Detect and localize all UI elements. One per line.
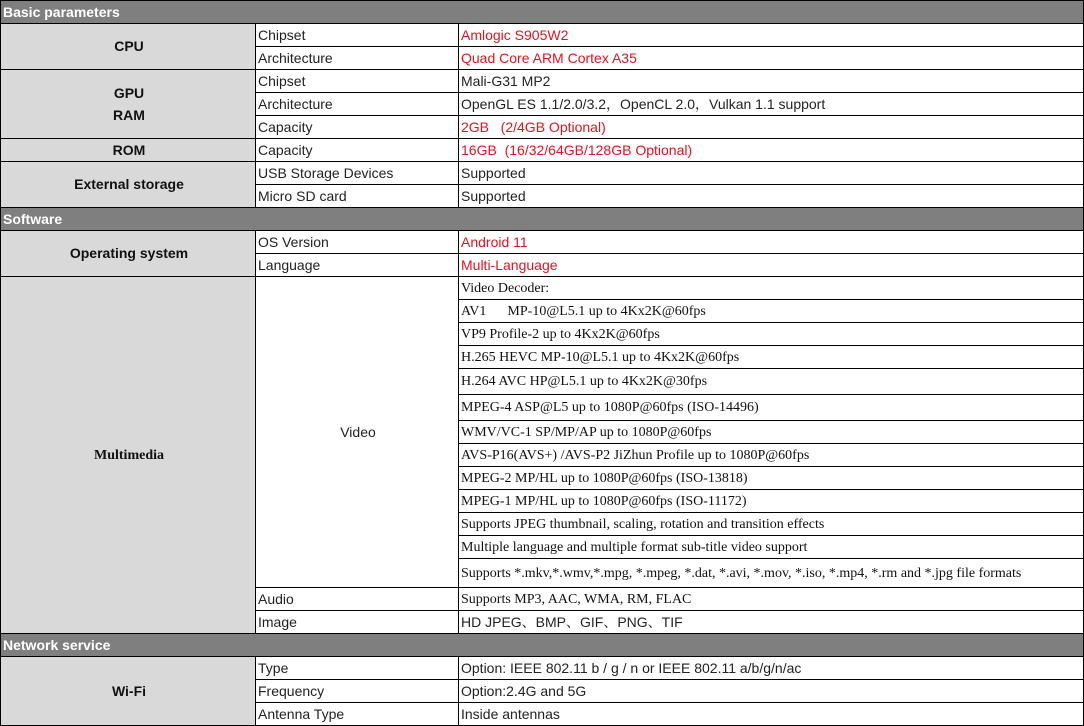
spec-key: Type [256,657,459,680]
section-header-basic: Basic parameters [1,1,1084,24]
video-spec-line: MPEG-4 ASP@L5 up to 1080P@60fps (ISO-14496) [459,395,1084,421]
spec-value: HD JPEG、BMP、GIF、PNG、TIF [459,611,1084,634]
video-spec-line: H.265 HEVC MP-10@L5.1 up to 4Kx2K@60fps [459,346,1084,369]
table-row [1,24,1084,47]
spec-key: Language [256,254,459,277]
spec-value: Quad Core ARM Cortex A35 [459,47,1084,70]
category-rom: ROM [1,139,256,162]
spec-key-video: Video [256,277,459,588]
table-row [1,70,1084,93]
video-spec-line: Multiple language and multiple format sub-title video support [459,536,1084,559]
spec-value: Inside antennas [459,703,1084,726]
section-header-network: Network service [1,634,1084,657]
spec-value: Android 11 [459,231,1084,254]
spec-key: Capacity [256,139,459,162]
table-row [1,277,1084,300]
video-spec-line: H.264 AVC HP@L5.1 up to 4Kx2K@30fps [459,369,1084,395]
spec-value: Multi-Language [459,254,1084,277]
table-row [1,162,1084,185]
category-multimedia: Multimedia [1,277,256,634]
category-external-storage: External storage [1,162,256,208]
spec-value: Amlogic S905W2 [459,24,1084,47]
category-gpu-ram [1,70,256,139]
spec-key: Chipset [256,24,459,47]
category-wifi [1,657,256,726]
section-header-software: Software [1,208,1084,231]
spec-value: 16GB (16/32/64GB/128GB Optional) [459,139,1084,162]
video-spec-line: AV1 MP-10@L5.1 up to 4Kx2K@60fps [459,300,1084,323]
table-row [1,657,1084,680]
spec-key: OS Version [256,231,459,254]
video-spec-line: Video Decoder: [459,277,1084,300]
spec-key: Chipset [256,70,459,93]
video-spec-line: WMV/VC-1 SP/MP/AP up to 1080P@60fps [459,421,1084,444]
table-row [1,139,1084,162]
spec-value: Supported [459,162,1084,185]
spec-value: Option: IEEE 802.11 b / g / n or IEEE 802.11 a/b/g/n/ac [459,657,1084,680]
spec-key: Architecture [256,93,459,116]
spec-key: Micro SD card [256,185,459,208]
spec-key: Audio [256,588,459,611]
spec-key: Image [256,611,459,634]
spec-key: Antenna Type [256,703,459,726]
spec-value: Mali-G31 MP2 [459,70,1084,93]
spec-key: Frequency [256,680,459,703]
table-row [1,231,1084,254]
video-spec-line: AVS-P16(AVS+) /AVS-P2 JiZhun Profile up to 1080P@60fps [459,444,1084,467]
spec-value: OpenGL ES 1.1/2.0/3.2，OpenCL 2.0，Vulkan 1.1 support [459,93,1084,116]
video-spec-line: Supports *.mkv,*.wmv,*.mpg, *.mpeg, *.dat, *.avi, *.mov, *.iso, *.mp4, *.rm and *.jpg file formats [459,559,1084,588]
category-wifi-label: Wi-Fi [111,683,147,699]
spec-value: Supports MP3, AAC, WMA, RM, FLAC [459,588,1084,611]
spec-value: Supported [459,185,1084,208]
video-spec-line: VP9 Profile-2 up to 4Kx2K@60fps [459,323,1084,346]
video-spec-line: MPEG-2 MP/HL up to 1080P@60fps (ISO-13818) [459,467,1084,490]
category-operating-system: Operating system [1,231,256,277]
spec-key: USB Storage Devices [256,162,459,185]
category-cpu: CPU [1,24,256,70]
video-spec-line: Supports JPEG thumbnail, scaling, rotation and transition effects [459,513,1084,536]
spec-key: Architecture [256,47,459,70]
category-ram: RAM [113,106,145,123]
category-gpu: GPU [113,84,145,101]
spec-value: 2GB (2/4GB Optional) [459,116,1084,139]
video-spec-line: MPEG-1 MP/HL up to 1080P@60fps (ISO-11172) [459,490,1084,513]
spec-key: Capacity [256,116,459,139]
spec-value: Option:2.4G and 5G [459,680,1084,703]
